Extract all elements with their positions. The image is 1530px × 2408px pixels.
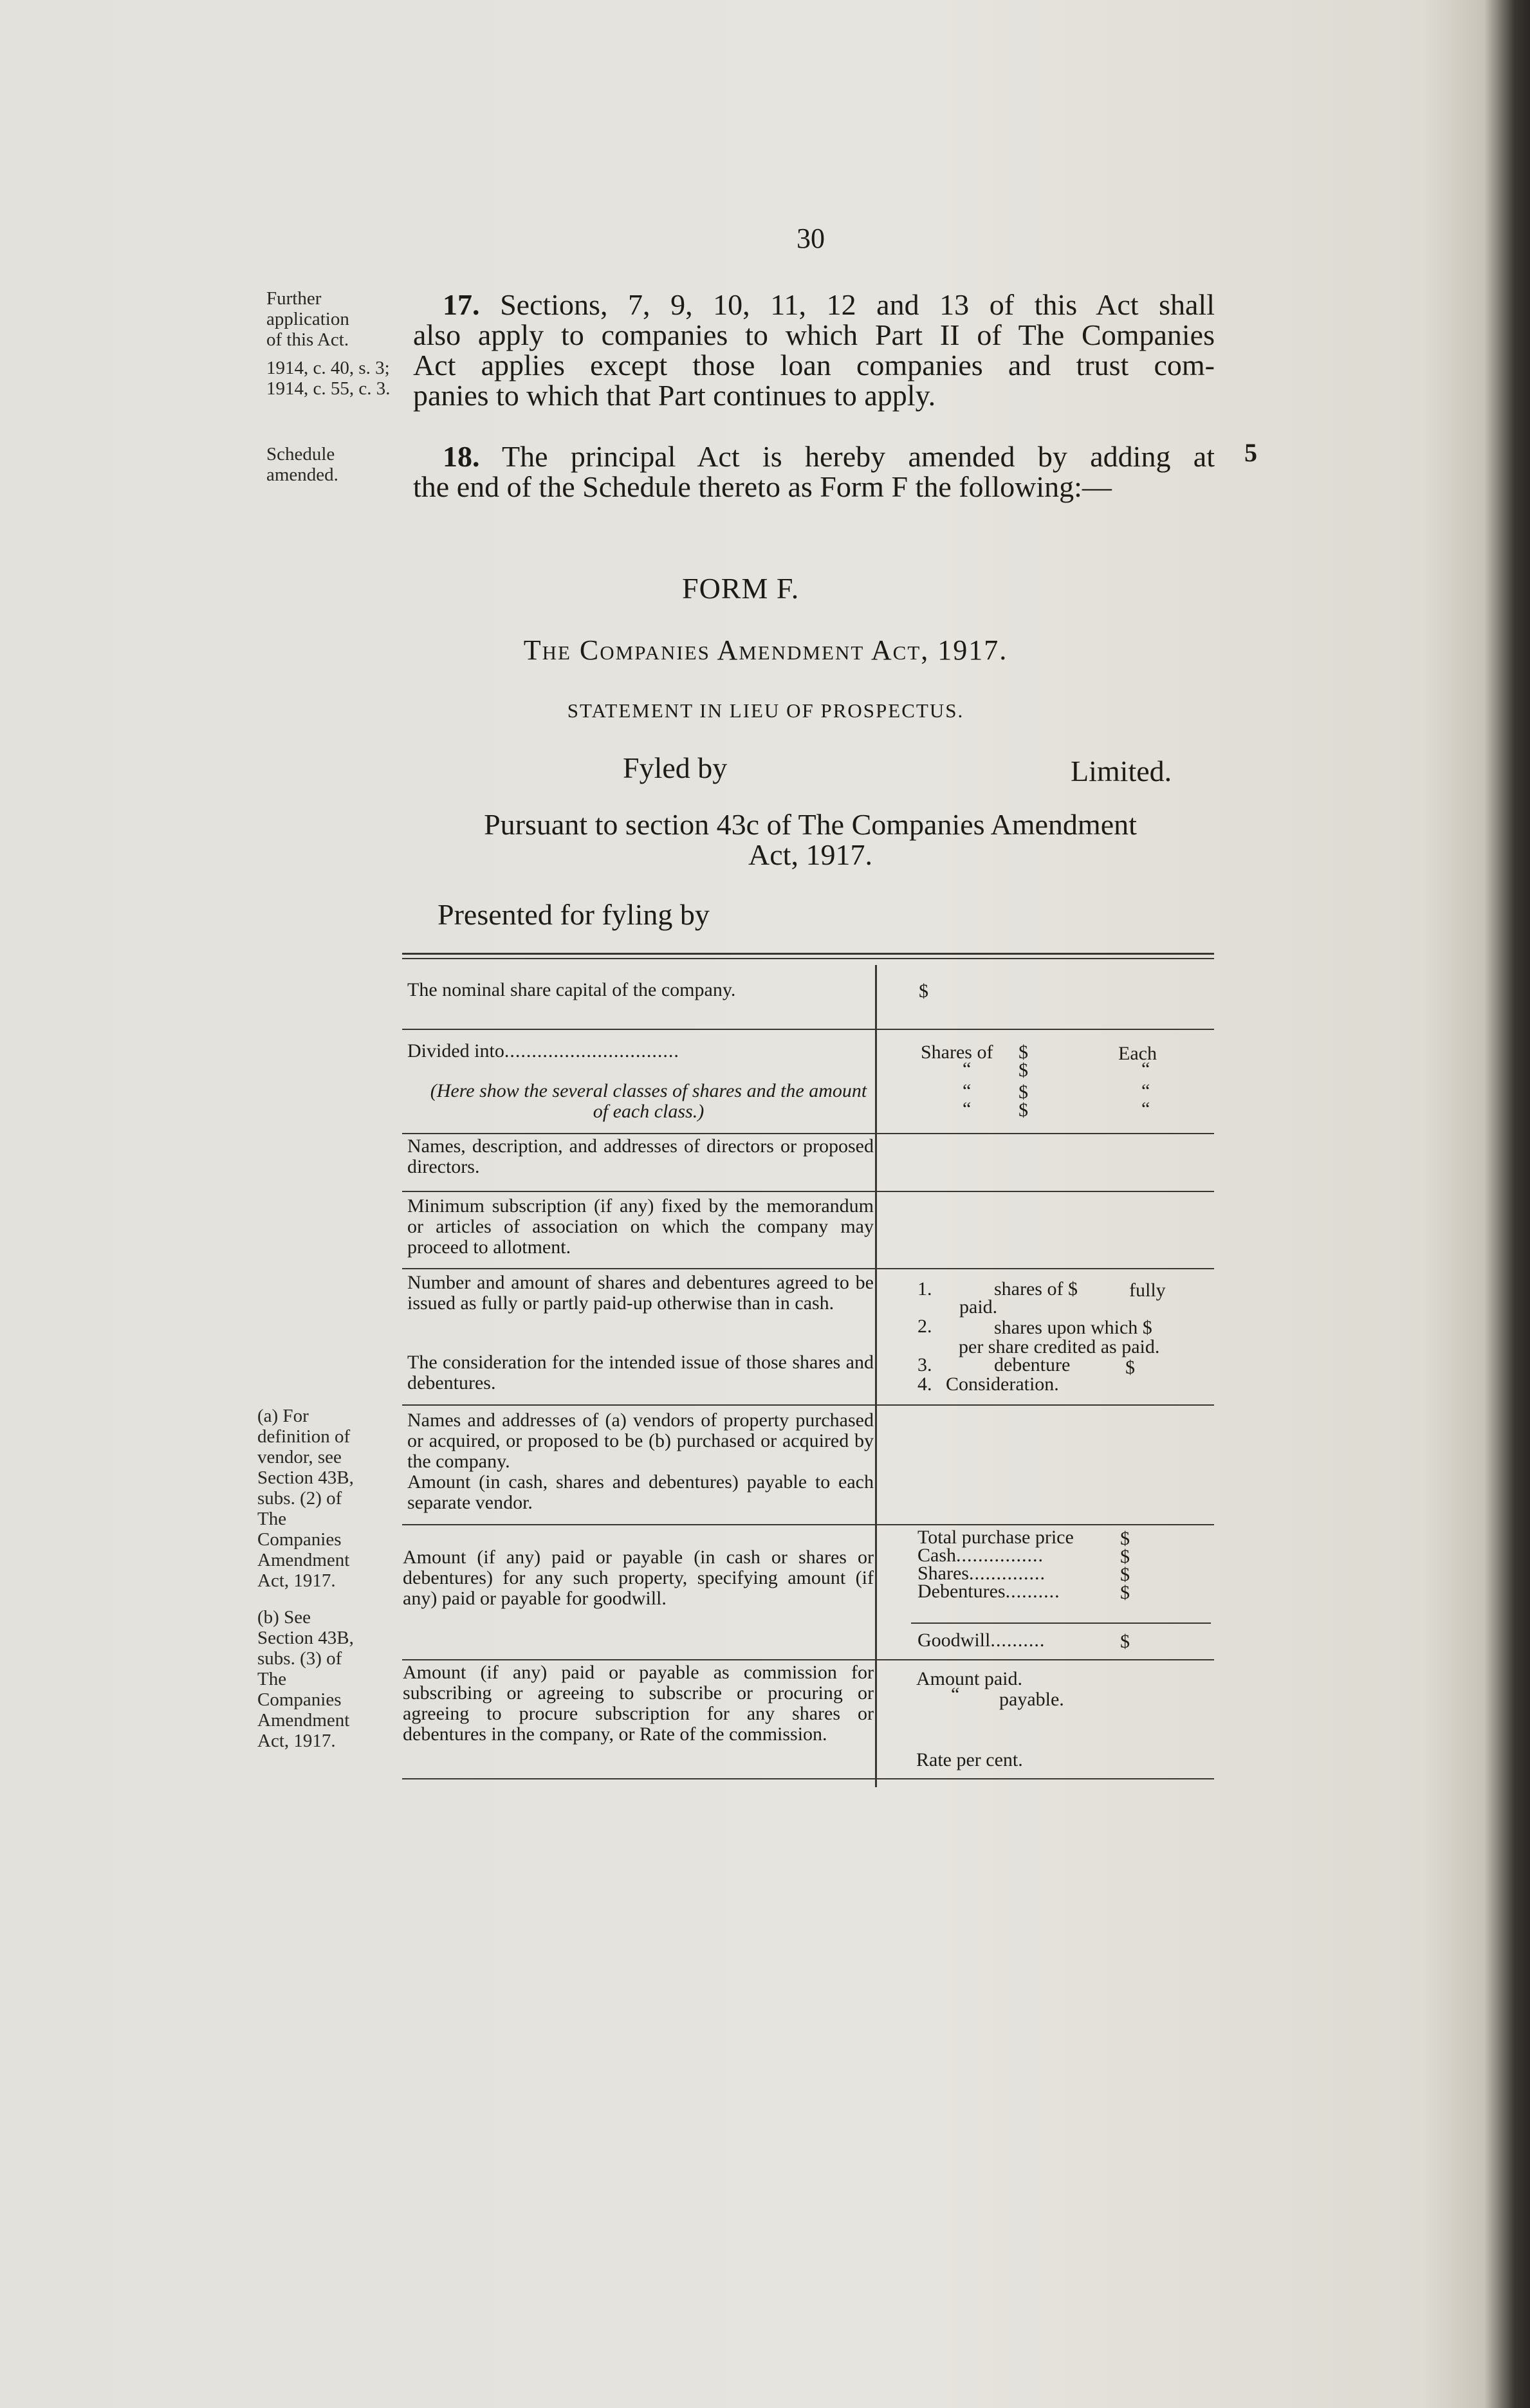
minimum-subscription-label: Minimum subscription (if any) fixed by the memorandum or articles of association on which the company may proceed to allotment. xyxy=(407,1195,874,1258)
dollar-mark: $ xyxy=(1018,1081,1028,1103)
ditto-mark: “ xyxy=(963,1080,972,1101)
purchase-amount-label: Amount (if any) paid or payable (in cash or shares or debentures) for any such property, specifying amount (if any) paid or payable for goodwill. xyxy=(403,1547,874,1609)
ditto-mark: “ xyxy=(963,1058,972,1080)
page-number: 30 xyxy=(797,223,825,254)
commission-label: Amount (if any) paid or payable as commission for subscribing or agreeing to subscribe or procuring or agreeing to procure subscription for any shares or debentures in the company, or Rate of the commission. xyxy=(403,1662,874,1745)
shares-of-dollar: $ xyxy=(1018,1042,1028,1063)
shares-debentures-label: Number and amount of shares and debentures agreed to be issued as fully or partly paid-up otherwise than in cash. xyxy=(407,1272,874,1314)
table-top-rule-inner xyxy=(402,958,1214,959)
shares-label: Shares.............. xyxy=(917,1563,1046,1584)
table-row-divider xyxy=(402,1524,1214,1525)
dollar-mark: $ xyxy=(1120,1631,1130,1652)
item-number: 4. xyxy=(917,1374,932,1395)
consideration-text: Consideration. xyxy=(946,1374,1059,1395)
section-18: 18. The principal Act is hereby amended by adding at the end of the Schedule thereto as Form F the following:— xyxy=(413,440,1215,503)
section-number: 18. xyxy=(443,440,480,473)
ditto-mark: “ xyxy=(1141,1098,1150,1119)
rate-per-cent-label: Rate per cent. xyxy=(916,1749,1023,1770)
consideration-label: The consideration for the intended issue of those shares and debentures. xyxy=(407,1352,874,1393)
table-row-divider xyxy=(402,1404,1214,1406)
total-purchase-price-label: Total purchase price xyxy=(917,1527,1074,1548)
margin-note-b: (b) See Section 43B, subs. (3) of The Companies Amendment Act, 1917. xyxy=(257,1607,354,1751)
directors-label: Names, description, and addresses of directors or proposed directors. xyxy=(407,1135,874,1177)
statement-heading: STATEMENT IN LIEU OF PROSPECTUS. xyxy=(567,699,964,722)
table-row-divider xyxy=(402,1191,1214,1192)
cash-label: Cash................ xyxy=(917,1545,1044,1566)
divided-into-label: Divided into................................ xyxy=(407,1040,679,1062)
debentures-label: Debentures.......... xyxy=(917,1581,1060,1602)
presented-for-fyling-label: Presented for fyling by xyxy=(438,898,710,931)
goodwill-label: Goodwill.......... xyxy=(917,1630,1046,1651)
amount-paid-label: Amount paid. xyxy=(916,1668,1022,1689)
dollar-mark: $ xyxy=(1120,1546,1130,1567)
ditto-mark: “ xyxy=(951,1684,960,1705)
nominal-share-capital-label: The nominal share capital of the company. xyxy=(407,979,736,1000)
dollar-mark: $ xyxy=(1120,1564,1130,1585)
shares-of-text: shares of $ xyxy=(994,1278,1078,1300)
ditto-mark: “ xyxy=(963,1098,972,1119)
item-number: 2. xyxy=(917,1316,932,1337)
limited-label: Limited. xyxy=(1071,755,1172,787)
debenture-dollar: $ xyxy=(1125,1357,1135,1378)
debenture-text: debenture xyxy=(994,1354,1071,1375)
form-title: FORM F. xyxy=(682,572,800,605)
act-title: The Companies Amendment Act, 1917. xyxy=(523,634,1008,666)
fully-text: fully xyxy=(1129,1280,1166,1301)
item-number: 3. xyxy=(917,1354,932,1375)
item-number: 1. xyxy=(917,1278,932,1300)
section-17: 17. Sections, 7, 9, 10, 11, 12 and 13 of this Act shall also apply to companies to which Part II of The Companies Act applies except those loan companies and trust com- panies to which that Part continues to apply. xyxy=(413,288,1215,412)
margin-note-further-application: Further application of this Act. 1914, c. 40, s. 3; 1914, c. 55, c. 3. xyxy=(266,288,391,399)
table-column-divider xyxy=(875,965,877,1787)
ditto-mark: “ xyxy=(1141,1058,1150,1080)
goodwill-rule xyxy=(911,1622,1211,1624)
table-bottom-rule xyxy=(402,1778,1214,1779)
nominal-share-capital-value: $ xyxy=(919,980,928,1002)
dollar-mark: $ xyxy=(1018,1099,1028,1121)
pursuant-text: Pursuant to section 43c of The Companies Amendment Act, 1917. xyxy=(484,808,1137,871)
ditto-mark: “ xyxy=(1141,1080,1150,1101)
table-row-divider xyxy=(402,1268,1214,1269)
credited-as-paid-text: per share credited as paid. xyxy=(959,1336,1160,1357)
shares-upon-which-text: shares upon which $ xyxy=(994,1317,1152,1338)
margin-note-schedule-amended: Schedule amended. xyxy=(266,444,338,485)
fyled-by-label: Fyled by xyxy=(623,751,728,784)
each-label: Each xyxy=(1118,1043,1157,1064)
shares-of-label: Shares of xyxy=(921,1042,993,1063)
table-row-divider xyxy=(402,1133,1214,1134)
dollar-mark: $ xyxy=(1120,1528,1130,1549)
table-row-divider xyxy=(402,1029,1214,1030)
dollar-mark: $ xyxy=(1120,1582,1130,1603)
margin-note-a: (a) For definition of vendor, see Section 43B, subs. (2) of The Companies Amendment Act, 1917. xyxy=(257,1406,354,1591)
table-row-divider xyxy=(402,1659,1214,1660)
dollar-mark: $ xyxy=(1018,1060,1028,1081)
amount-payable-label: payable. xyxy=(999,1689,1064,1710)
share-classes-note: (Here show the several classes of shares and the amount of each class.) xyxy=(430,1080,867,1122)
vendors-label: Names and addresses of (a) vendors of property purchased or acquired, or proposed to be (b) purchased or acquired by the company. xyxy=(407,1410,874,1472)
paid-text: paid. xyxy=(959,1296,998,1318)
table-top-rule xyxy=(402,953,1214,955)
vendor-amount-label: Amount (in cash, shares and debentures) payable to each separate vendor. xyxy=(407,1471,874,1513)
line-number: 5 xyxy=(1244,438,1257,467)
section-number: 17. xyxy=(443,288,480,321)
